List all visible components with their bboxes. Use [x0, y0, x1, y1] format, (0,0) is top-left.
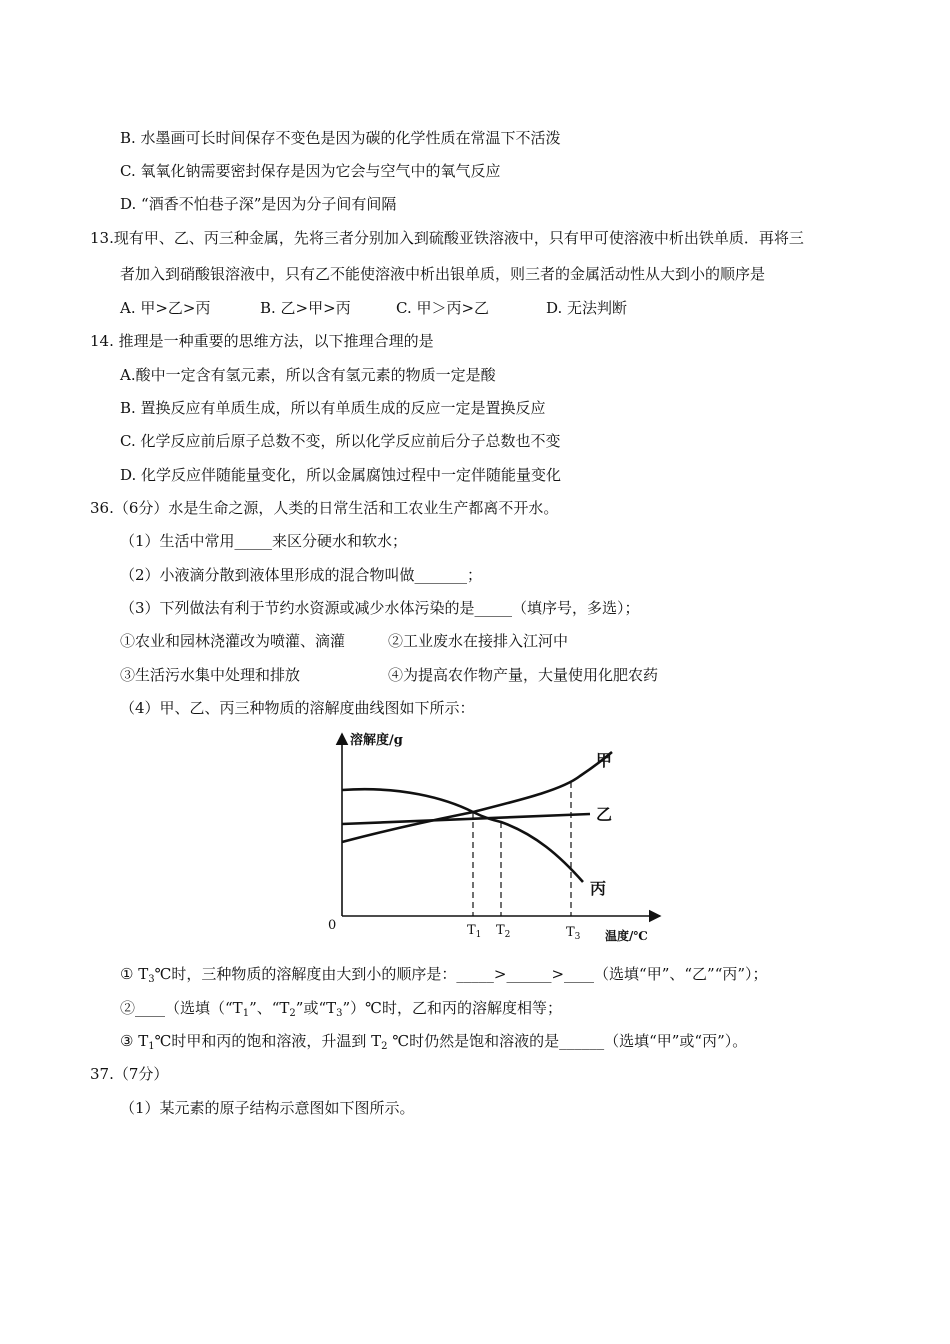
- q14-option-b: B. 置换反应有单质生成，所以有单质生成的反应一定是置换反应: [120, 399, 546, 417]
- q12-option-b: B. 水墨画可长时间保存不变色是因为碳的化学性质在常温下不活泼: [120, 129, 561, 147]
- x-tick-t1: $T_1$: [467, 923, 482, 940]
- q13-options: [120, 298, 627, 318]
- x-axis-label: 温度/℃: [605, 929, 648, 943]
- q36-sub2: ②____（选填（“$T_1$”、“$T_2$”或“$T_3”)℃$时，乙和丙的溶解度相等；: [120, 999, 562, 1019]
- q13-stem-line1: 13.现有甲、乙、丙三种金属，先将三者分别加入到硫酸亚铁溶液中，只有甲可使溶液中析出铁单质．再将三: [90, 229, 804, 247]
- q36-choices-row1: [120, 631, 568, 651]
- curve-yi: [342, 814, 590, 824]
- curve-bing: [342, 789, 583, 882]
- x-tick-t3: $T_3$: [566, 925, 581, 942]
- q36-part2: （2）小液滴分散到液体里形成的混合物叫做_______；: [120, 566, 483, 584]
- q36-choices-row2: [120, 665, 658, 685]
- q14-option-a: A.酸中一定含有氢元素，所以含有氢元素的物质一定是酸: [120, 366, 496, 384]
- q13-option-b: B. 乙>甲>丙: [260, 299, 351, 317]
- q14-option-d: D. 化学反应伴随能量变化，所以金属腐蚀过程中一定伴随能量变化: [120, 466, 562, 484]
- q37-stem: 37.（7分）: [90, 1065, 169, 1083]
- q36-part4: （4）甲、乙、丙三种物质的溶解度曲线图如下所示：: [120, 699, 475, 717]
- origin-label: 0: [328, 918, 337, 933]
- q12-option-c: C. 氧氧化钠需要密封保存是因为它会与空气中的氧气反应: [120, 162, 501, 180]
- q37-part1: （1）某元素的原子结构示意图如下图所示。: [120, 1099, 415, 1117]
- q14-stem: 14. 推理是一种重要的思维方法，以下推理合理的是: [90, 332, 434, 350]
- solubility-chart: [300, 724, 670, 950]
- q36-choice-2: ②工业废水在接排入江河中: [388, 632, 569, 650]
- q36-choice-3: ③生活污水集中处理和排放: [120, 666, 301, 684]
- x-tick-t2: $T_2$: [496, 923, 511, 940]
- q36-part1: （1）生活中常用_____来区分硬水和软水；: [120, 532, 408, 550]
- q12-option-d: D. “酒香不怕巷子深”是因为分子间有间隔: [120, 195, 397, 213]
- q36-part3: （3）下列做法有利于节约水资源或减少水体污染的是_____（填序号，多选）；: [120, 599, 640, 617]
- q36-choice-4: ④为提高农作物产量，大量使用化肥农药: [388, 666, 659, 684]
- legend-yi: 乙: [596, 805, 613, 824]
- q13-option-a: A. 甲>乙>丙: [120, 299, 211, 317]
- q13-stem-line2: 者加入到硝酸银溶液中，只有乙不能使溶液中析出银单质，则三者的金属活动性从大到小的顺序是: [120, 265, 766, 283]
- q36-sub3: ③ $T_1℃$时甲和丙的饱和溶液，升温到 $T_2$ ℃时仍然是饱和溶液的是______（选填“甲”或“丙”）。: [120, 1032, 748, 1052]
- q36-sub1: ① $T_3℃$时，三种物质的溶解度由大到小的顺序是：_____>______>____（选填“甲”、“乙”“丙”）；: [120, 965, 768, 985]
- q36-choice-1: ①农业和园林浇灌改为喷灌、滴灌: [120, 632, 346, 650]
- legend-bing: 丙: [590, 879, 607, 898]
- q14-option-c: C. 化学反应前后原子总数不变，所以化学反应前后分子总数也不变: [120, 432, 561, 450]
- q13-option-d: D. 无法判断: [546, 299, 628, 317]
- y-axis-label: 溶解度/g: [350, 733, 403, 748]
- legend-jia: 甲: [596, 751, 613, 770]
- q36-stem: 36.（6分）水是生命之源，人类的日常生活和工农业生产都离不开水。: [90, 499, 559, 517]
- q13-option-c: C. 甲＞丙>乙: [396, 299, 490, 317]
